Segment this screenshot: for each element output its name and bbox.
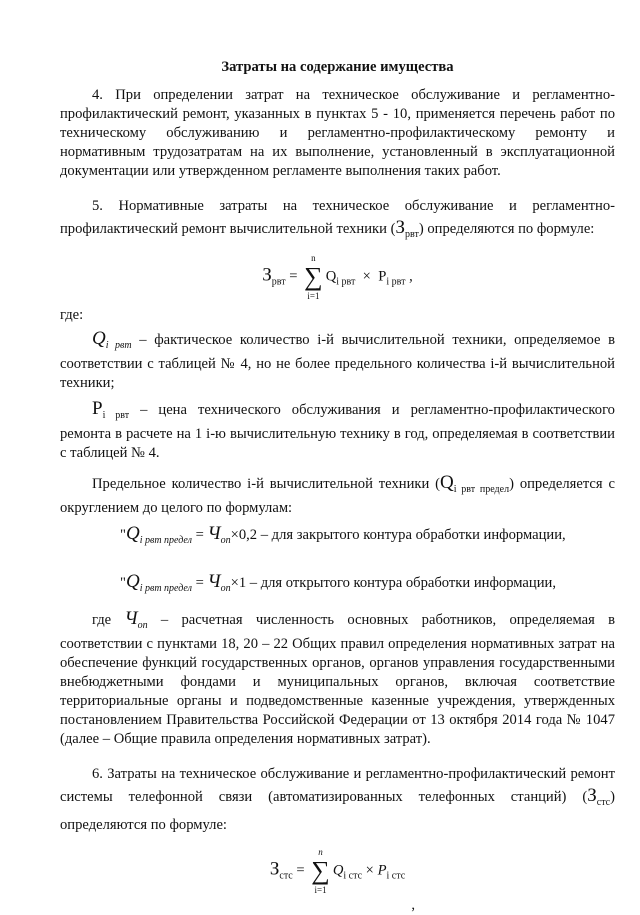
closed-text: – для закрытого контура обработки информации,: [260, 526, 566, 543]
paragraph-6-text: 6. Затраты на техническое обслуживание и регламентно-профилактический ремонт системы телефонной связи (автоматизированных телефонных станций): [60, 766, 615, 806]
formula-z-rvt: $З_{рвт}$ = n ∑ i=1 $Q_{i рвт} \times P_{i рвт}$ ,: [262, 252, 413, 301]
ch-definition: где $Ч_{оп}$ – расчетная численность основных работников, определяемая в соответствии с пунктами 18, 20 – 22 Общих правил определения нормативных затрат на обеспечение функций государственных органов, органов управления государственными внебюджетными фондами и муниципальных органов, включая соответствие территориальные органы и подведомственные казенные учреждения, утвержденных постановлением Правительства Российской Федерации от 13 октября 2014 года № 1047 (далее – Общие правила определения нормативных затрат).: [60, 608, 616, 748]
paragraph-5: [60, 195, 615, 246]
closed-coef: ×0,2: [230, 526, 258, 543]
ch-definition-text: – расчетная численность основных работников, определяемая в соответствии с пунктами 18, 20 – 22 Общих правил определения нормативных затрат на обеспечение функций государственных органов, органов управления государственными внебюджетными фондами и муниципальных органов, включая соответствие территориальные органы и подведомственные казенные учреждения, утвержденных постановлением Правительства Российской Федерации от 13 октября 2014 года № 1047 (далее – Общие правила определения нормативных затрат).: [60, 612, 616, 748]
ch-symbol: Ч: [124, 608, 138, 630]
limit-paragraph: Предельное количество i-й вычислительной техники $(Q_{i рвт предел})$ определяется с округлением до целого по формулам:: [60, 471, 615, 516]
where-label-2: где: [92, 612, 112, 629]
open-text: – для открытого контура обработки информации,: [249, 574, 556, 591]
where-label: где:: [60, 306, 84, 323]
limit-text: Предельное количество i-й вычислительной техники: [92, 475, 430, 492]
q-symbol: Q: [92, 327, 106, 349]
p-symbol: P: [92, 397, 103, 419]
formula-comma: ,: [411, 897, 415, 914]
open-coef: ×1: [230, 574, 247, 591]
section-title: Затраты на содержание имущества: [221, 59, 454, 75]
paragraph-4: 4. При определении затрат на техническое обслуживание и регламентно-профилактический ремонт, указанных в пунктах 5 - 10, применяется перечень работ по техническому обслуживанию и регламентно-профилактическому ремонту и нормативным трудозатратам на их выполнение, установленный в эксплуатационной документации или утвержденном регламенте выполнения таких работ.: [60, 87, 615, 179]
document-page: [60, 58, 615, 915]
limit-tail: определяется с округлением до целого по формулам:: [60, 475, 615, 516]
z-stc-symbol: $(З_{стс})$: [582, 785, 615, 809]
q-definition: $Q_{i рвт}$ – фактическое количество i-й вычислительной техники, определяемое в соответствии с таблицей № 4, но не более предельного количества i-й вычислительной техники;: [60, 327, 615, 391]
paragraph-6-tail: определяются по формуле:: [60, 817, 227, 834]
paragraph-5-tail: определяются по формуле:: [427, 221, 595, 237]
paragraph-6: [60, 763, 615, 836]
formula-open: "$Q_{i рвт предел} = Ч_{оп}\times 1$ – для открытого контура обработки информации,: [120, 570, 556, 594]
formula-z-stc: $З_{стс}$ = n ∑ i=1 $Q_{i стс} \times P_{i стс}$: [269, 847, 406, 896]
z-rvt-symbol: $(З_{рвт})$: [390, 217, 424, 240]
q-definition-text: – фактическое количество i-й вычислительной техники, определяемое в соответствии с таблицей № 4, но не более предельного количества i-й вычислительной техники;: [60, 331, 615, 391]
p-definition: $P_{i рвт}$ – цена технического обслуживания и регламентно-профилактического ремонта в расчете на 1 i-ю вычислительную технику в год, определяемая в соответствии с таблицей № 4.: [60, 397, 615, 461]
paragraph-5-text: 5. Нормативные затраты на техническое обслуживание и регламентно-профилактический ремонт вычислительной техники: [60, 198, 615, 237]
p-definition-text: – цена технического обслуживания и регламентно-профилактического ремонта в расчете на 1 i-ю вычислительную технику в год, определяемая в соответствии с таблицей № 4.: [60, 401, 615, 461]
formula-closed: "$Q_{i рвт предел} = Ч_{оп}\times 0,2$ – для закрытого контура обработки информации,: [120, 522, 566, 546]
